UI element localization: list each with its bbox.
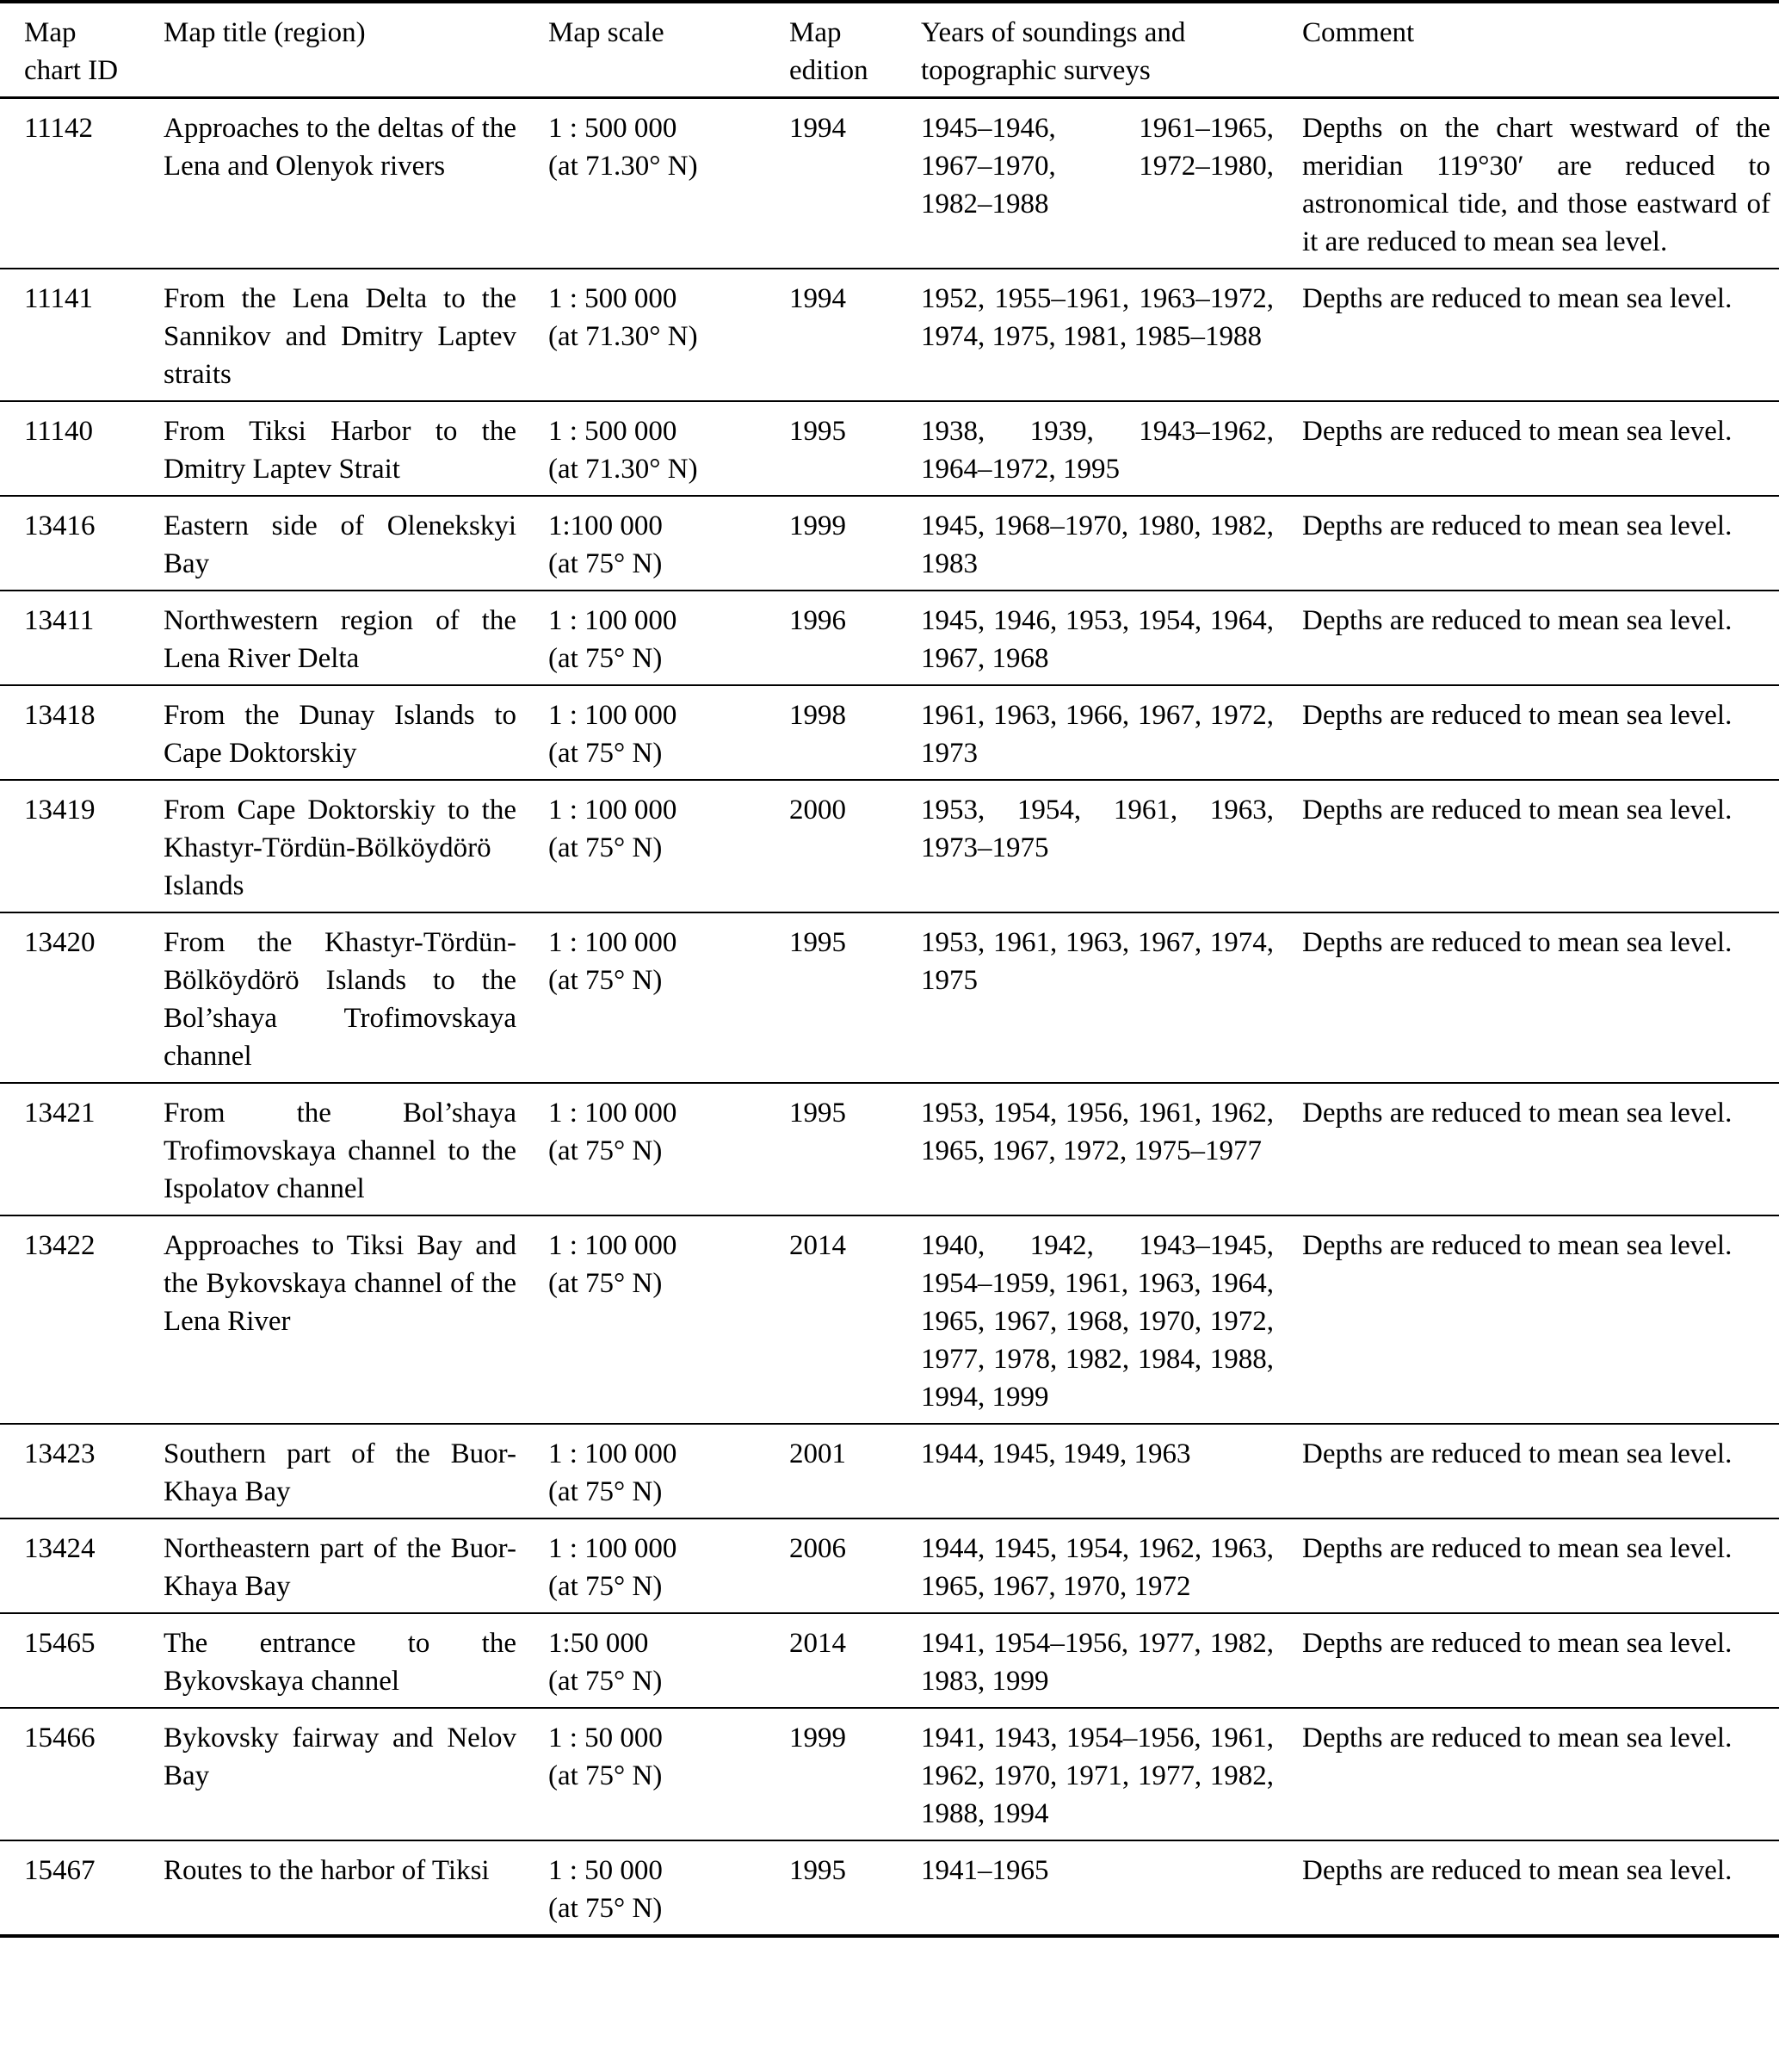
years-cell: 1952, 1955–1961, 1963–1972, 1974, 1975, 1981, 1985–1988 xyxy=(921,283,1274,352)
map-scale-latitude: (at 75° N) xyxy=(548,1760,663,1791)
table-row xyxy=(0,1083,1779,1215)
map-edition-cell: 2001 xyxy=(789,1438,846,1469)
table-row xyxy=(0,780,1779,912)
map-chart-id-cell: 13422 xyxy=(24,1230,96,1261)
map-edition-cell: 1994 xyxy=(789,283,846,314)
years-cell: 1938, 1939, 1943–1962, 1964–1972, 1995 xyxy=(921,416,1274,485)
map-chart-id-cell: 13411 xyxy=(24,605,95,636)
map-title-cell: Northwestern region of the Lena River Delta xyxy=(164,605,516,674)
table-body xyxy=(0,98,1779,1937)
years-cell: 1953, 1961, 1963, 1967, 1974, 1975 xyxy=(921,927,1274,996)
map-edition-cell: 1998 xyxy=(789,700,846,731)
map-scale-ratio: 1 : 50 000 xyxy=(548,1855,663,1886)
map-chart-id-cell: 13423 xyxy=(24,1438,96,1469)
table-row xyxy=(0,98,1779,269)
years-cell: 1941, 1943, 1954–1956, 1961, 1962, 1970, 1971, 1977, 1982, 1988, 1994 xyxy=(921,1723,1274,1829)
map-chart-id-cell: 15467 xyxy=(24,1855,96,1886)
map-chart-id-cell: 13418 xyxy=(24,700,96,731)
map-scale-latitude: (at 75° N) xyxy=(548,1893,663,1924)
map-scale-cell xyxy=(522,1613,763,1708)
map-edition-cell: 1996 xyxy=(789,605,846,636)
map-scale-ratio: 1 : 100 000 xyxy=(548,700,677,731)
map-title-cell: Routes to the harbor of Tiksi xyxy=(164,1855,490,1886)
map-title-cell: Northeastern part of the Buor-Khaya Bay xyxy=(164,1533,516,1602)
header-row xyxy=(0,2,1779,98)
comment-cell: Depths are reduced to mean sea level. xyxy=(1302,283,1733,314)
years-cell: 1961, 1963, 1966, 1967, 1972, 1973 xyxy=(921,700,1274,769)
map-scale-cell xyxy=(522,401,763,496)
map-title-cell: From the Bol’shaya Trofimovskaya channel to the Ispolatov channel xyxy=(164,1098,516,1204)
table-row xyxy=(0,685,1779,780)
table-row xyxy=(0,1215,1779,1424)
map-scale-latitude: (at 71.30° N) xyxy=(548,321,698,352)
map-scale-cell xyxy=(522,780,763,912)
map-scale-ratio: 1 : 50 000 xyxy=(548,1723,663,1753)
map-scale-latitude: (at 75° N) xyxy=(548,1135,663,1166)
years-cell: 1941, 1954–1956, 1977, 1982, 1983, 1999 xyxy=(921,1628,1274,1697)
map-scale-ratio: 1 : 500 000 xyxy=(548,283,677,314)
map-scale-latitude: (at 75° N) xyxy=(548,1476,663,1507)
map-edition-cell: 1999 xyxy=(789,510,846,541)
map-chart-id-cell: 13419 xyxy=(24,795,96,826)
comment-cell: Depths are reduced to mean sea level. xyxy=(1302,927,1733,958)
col-header-map-title: Map title (region) xyxy=(164,17,366,48)
map-scale-ratio: 1 : 100 000 xyxy=(548,795,677,826)
table-row xyxy=(0,1424,1779,1518)
map-scale-latitude: (at 75° N) xyxy=(548,1268,663,1299)
map-chart-id-cell: 13424 xyxy=(24,1533,96,1564)
table-row xyxy=(0,401,1779,496)
map-chart-id-cell: 11142 xyxy=(24,113,94,144)
map-scale-cell xyxy=(522,591,763,685)
map-chart-id-cell: 11141 xyxy=(24,283,94,314)
map-edition-cell: 1995 xyxy=(789,1855,846,1886)
comment-cell: Depths on the chart westward of the meridian 119°30′ are reduced to astronomical tide, and those eastward of it are reduced to mean sea level. xyxy=(1302,113,1770,257)
years-cell: 1953, 1954, 1961, 1963, 1973–1975 xyxy=(921,795,1274,863)
col-header-years: Years of soundings and topographic surveys xyxy=(921,17,1186,86)
map-title-cell: From Cape Doktorskiy to the Khastyr-Tördün-Bölköydörö Islands xyxy=(164,795,516,901)
map-title-cell: From Tiksi Harbor to the Dmitry Laptev Strait xyxy=(164,416,516,485)
map-edition-cell: 2014 xyxy=(789,1230,846,1261)
comment-cell: Depths are reduced to mean sea level. xyxy=(1302,1438,1733,1469)
years-cell: 1945, 1968–1970, 1980, 1982, 1983 xyxy=(921,510,1274,579)
map-title-cell: From the Dunay Islands to Cape Doktorskiy xyxy=(164,700,516,769)
years-cell: 1945, 1946, 1953, 1954, 1964, 1967, 1968 xyxy=(921,605,1274,674)
map-scale-ratio: 1 : 100 000 xyxy=(548,605,677,636)
map-edition-cell: 1995 xyxy=(789,1098,846,1129)
map-scale-ratio: 1 : 100 000 xyxy=(548,1098,677,1129)
map-title-cell: Eastern side of Olenekskyi Bay xyxy=(164,510,516,579)
map-edition-cell: 1994 xyxy=(789,113,846,144)
map-chart-id-cell: 13420 xyxy=(24,927,96,958)
map-scale-latitude: (at 75° N) xyxy=(548,548,663,579)
comment-cell: Depths are reduced to mean sea level. xyxy=(1302,1628,1733,1659)
map-scale-ratio: 1 : 100 000 xyxy=(548,1533,677,1564)
map-title-cell: From the Lena Delta to the Sannikov and Dmitry Laptev straits xyxy=(164,283,516,390)
map-scale-cell xyxy=(522,1840,763,1936)
map-scale-latitude: (at 75° N) xyxy=(548,738,663,769)
map-title-cell: The entrance to the Bykovskaya channel xyxy=(164,1628,516,1697)
map-scale-latitude: (at 75° N) xyxy=(548,643,663,674)
years-cell: 1941–1965 xyxy=(921,1855,1049,1886)
map-title-cell: Approaches to Tiksi Bay and the Bykovskaya channel of the Lena River xyxy=(164,1230,516,1337)
map-scale-cell xyxy=(522,496,763,591)
col-header-comment: Comment xyxy=(1302,17,1415,48)
map-scale-cell xyxy=(522,1215,763,1424)
map-chart-id-cell: 15466 xyxy=(24,1723,96,1753)
map-scale-latitude: (at 75° N) xyxy=(548,1571,663,1602)
map-scale-cell xyxy=(522,1708,763,1840)
map-scale-ratio: 1 : 500 000 xyxy=(548,113,677,144)
years-cell: 1945–1946, 1961–1965, 1967–1970, 1972–1980, 1982–1988 xyxy=(921,113,1274,220)
comment-cell: Depths are reduced to mean sea level. xyxy=(1302,1098,1733,1129)
col-header-map-chart-id: Map chart ID xyxy=(24,17,119,86)
map-scale-latitude: (at 71.30° N) xyxy=(548,151,698,182)
map-title-cell: Bykovsky fairway and Nelov Bay xyxy=(164,1723,516,1791)
map-scale-cell xyxy=(522,1518,763,1613)
table-row xyxy=(0,269,1779,401)
map-scale-ratio: 1 : 100 000 xyxy=(548,1230,677,1261)
comment-cell: Depths are reduced to mean sea level. xyxy=(1302,1230,1733,1261)
years-cell: 1944, 1945, 1949, 1963 xyxy=(921,1438,1191,1469)
comment-cell: Depths are reduced to mean sea level. xyxy=(1302,416,1733,447)
col-header-map-edition: Map edition xyxy=(789,17,868,86)
years-cell: 1953, 1954, 1956, 1961, 1962, 1965, 1967, 1972, 1975–1977 xyxy=(921,1098,1274,1166)
comment-cell: Depths are reduced to mean sea level. xyxy=(1302,700,1733,731)
comment-cell: Depths are reduced to mean sea level. xyxy=(1302,1855,1733,1886)
map-title-cell: Approaches to the deltas of the Lena and Olenyok rivers xyxy=(164,113,516,182)
table-row xyxy=(0,1518,1779,1613)
map-scale-cell xyxy=(522,1424,763,1518)
table-row xyxy=(0,1708,1779,1840)
map-edition-cell: 2014 xyxy=(789,1628,846,1659)
map-scale-latitude: (at 75° N) xyxy=(548,832,663,863)
map-edition-cell: 1995 xyxy=(789,416,846,447)
map-scale-ratio: 1:100 000 xyxy=(548,510,663,541)
map-scale-ratio: 1 : 100 000 xyxy=(548,927,677,958)
map-chart-id-cell: 15465 xyxy=(24,1628,96,1659)
comment-cell: Depths are reduced to mean sea level. xyxy=(1302,1723,1733,1753)
comment-cell: Depths are reduced to mean sea level. xyxy=(1302,1533,1733,1564)
map-edition-cell: 2006 xyxy=(789,1533,846,1564)
map-chart-id-cell: 13416 xyxy=(24,510,96,541)
map-title-cell: Southern part of the Buor-Khaya Bay xyxy=(164,1438,516,1507)
map-edition-cell: 1995 xyxy=(789,927,846,958)
table-header xyxy=(0,2,1779,98)
years-cell: 1944, 1945, 1954, 1962, 1963, 1965, 1967, 1970, 1972 xyxy=(921,1533,1274,1602)
map-scale-cell xyxy=(522,912,763,1083)
comment-cell: Depths are reduced to mean sea level. xyxy=(1302,510,1733,541)
map-chart-id-cell: 13421 xyxy=(24,1098,96,1129)
table-row xyxy=(0,591,1779,685)
table-row xyxy=(0,912,1779,1083)
map-scale-cell xyxy=(522,1083,763,1215)
table-row xyxy=(0,1613,1779,1708)
map-scale-latitude: (at 71.30° N) xyxy=(548,454,698,485)
map-scale-ratio: 1:50 000 xyxy=(548,1628,649,1659)
map-scale-cell xyxy=(522,269,763,401)
map-scale-ratio: 1 : 100 000 xyxy=(548,1438,677,1469)
map-title-cell: From the Khastyr-Tördün-Bölköydörö Islands to the Bol’shaya Trofimovskaya channel xyxy=(164,927,516,1072)
map-edition-cell: 2000 xyxy=(789,795,846,826)
table-row xyxy=(0,496,1779,591)
map-scale-latitude: (at 75° N) xyxy=(548,965,663,996)
col-header-map-scale: Map scale xyxy=(548,17,664,48)
map-scale-ratio: 1 : 500 000 xyxy=(548,416,677,447)
map-scale-latitude: (at 75° N) xyxy=(548,1666,663,1697)
map-chart-id-cell: 11140 xyxy=(24,416,94,447)
table-row xyxy=(0,1840,1779,1936)
map-scale-cell xyxy=(522,98,763,269)
comment-cell: Depths are reduced to mean sea level. xyxy=(1302,795,1733,826)
map-edition-cell: 1999 xyxy=(789,1723,846,1753)
comment-cell: Depths are reduced to mean sea level. xyxy=(1302,605,1733,636)
years-cell: 1940, 1942, 1943–1945, 1954–1959, 1961, 1963, 1964, 1965, 1967, 1968, 1970, 1972, 1977, 1978, 1982, 1984, 1988, 1994, 1999 xyxy=(921,1230,1274,1413)
map-scale-cell xyxy=(522,685,763,780)
